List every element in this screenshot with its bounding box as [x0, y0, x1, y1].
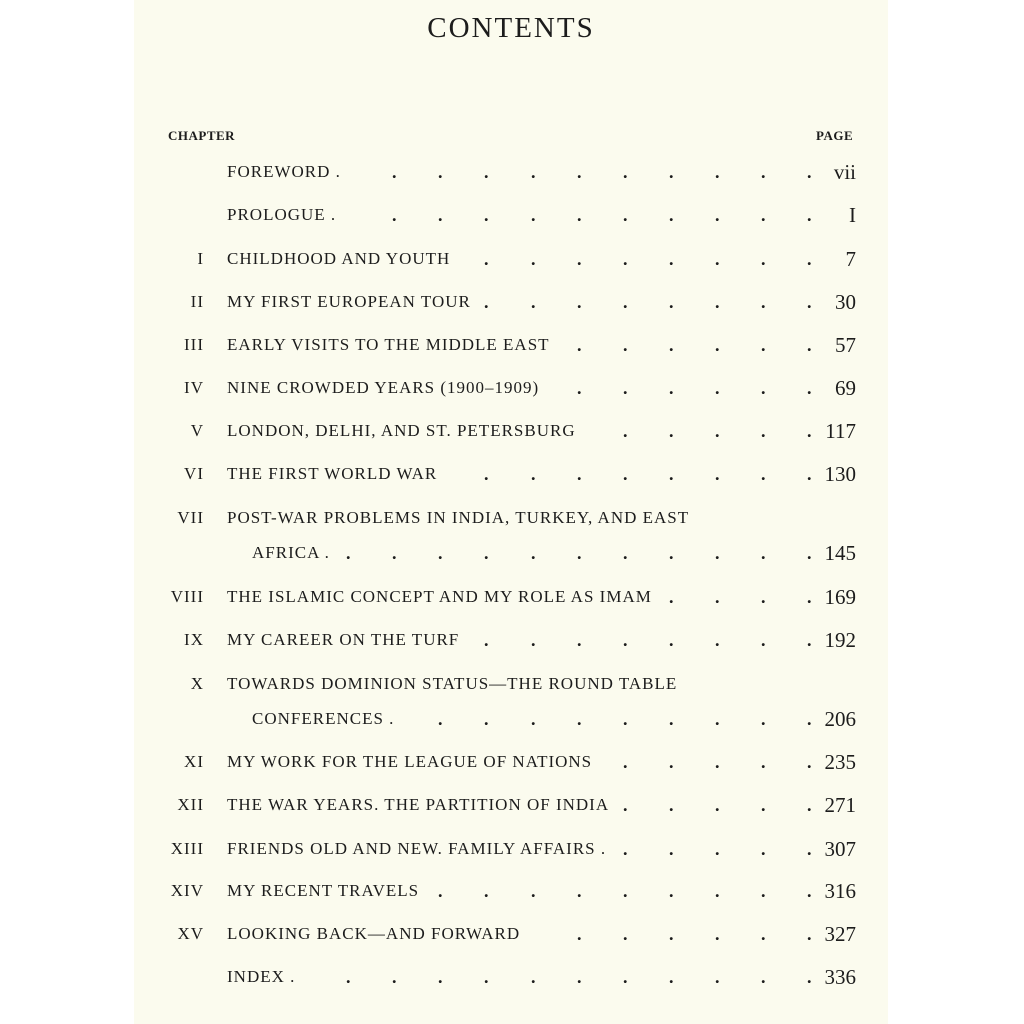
leader-dot: .	[715, 924, 720, 944]
chapter-number: II	[190, 292, 204, 311]
leader-dot: .	[669, 709, 674, 729]
chapter-number: I	[197, 249, 204, 268]
leader-dot: .	[761, 543, 766, 563]
leader-dot: .	[392, 967, 397, 987]
page-number: 69	[835, 376, 856, 400]
toc-entry	[134, 292, 888, 322]
leader-dot: .	[669, 292, 674, 312]
leader-dot: .	[623, 967, 628, 987]
leader-dot: .	[531, 292, 536, 312]
leader-dot: .	[715, 709, 720, 729]
page-number: 336	[824, 965, 856, 989]
chapter-title: NINE CROWDED YEARS (1900–1909)	[227, 378, 540, 397]
chapter-title: PROLOGUE .	[227, 205, 337, 224]
leader-dot: .	[669, 543, 674, 563]
leader-dot: .	[577, 249, 582, 269]
leader-dot: .	[669, 881, 674, 901]
leader-dot: .	[623, 292, 628, 312]
leader-dot: .	[761, 464, 766, 484]
leader-dot: .	[669, 421, 674, 441]
leader-dot: .	[669, 839, 674, 859]
chapter-title: CONFERENCES .	[252, 709, 395, 728]
chapter-title: INDEX .	[227, 967, 296, 986]
leader-dot: .	[669, 967, 674, 987]
toc-entry	[134, 508, 888, 538]
leader-dot: .	[577, 543, 582, 563]
leader-dot: .	[807, 630, 812, 650]
leader-dot: .	[669, 335, 674, 355]
leader-dot: .	[807, 292, 812, 312]
leader-dot: .	[577, 464, 582, 484]
page-title: CONTENTS	[427, 12, 595, 44]
chapter-title: THE WAR YEARS. THE PARTITION OF INDIA	[227, 795, 610, 814]
leader-dot: .	[715, 752, 720, 772]
page-number: 145	[824, 541, 856, 565]
toc-entry	[134, 162, 888, 192]
chapter-number: V	[190, 421, 204, 440]
chapter-number: X	[190, 674, 204, 693]
chapter-number: XIV	[170, 881, 204, 900]
leader-dot: .	[484, 967, 489, 987]
leader-dot: .	[438, 881, 443, 901]
leader-dot: .	[623, 421, 628, 441]
leader-dot: .	[623, 924, 628, 944]
leader-dot: .	[577, 335, 582, 355]
leader-dot: .	[623, 464, 628, 484]
leader-dot: .	[761, 839, 766, 859]
toc-entry	[134, 205, 888, 235]
page-number: 7	[845, 247, 856, 271]
leader-dot: .	[761, 881, 766, 901]
chapter-title: THE FIRST WORLD WAR	[227, 464, 438, 483]
leader-dot: .	[807, 795, 812, 815]
leader-dot: .	[531, 709, 536, 729]
leader-dot: .	[531, 205, 536, 225]
page-number: 235	[824, 750, 856, 774]
toc-entry	[134, 839, 888, 869]
leader-dot: .	[761, 335, 766, 355]
leader-dot: .	[761, 630, 766, 650]
leader-dot: .	[761, 924, 766, 944]
leader-dot: .	[807, 709, 812, 729]
page-number: 130	[824, 462, 856, 486]
chapter-number: IX	[184, 630, 204, 649]
leader-dot: .	[761, 795, 766, 815]
leader-dot: .	[623, 795, 628, 815]
chapter-title: LOOKING BACK—AND FORWARD	[227, 924, 521, 943]
leader-dot: .	[715, 587, 720, 607]
leader-dot: .	[761, 292, 766, 312]
leader-dot: .	[484, 543, 489, 563]
leader-dot: .	[484, 709, 489, 729]
page-number: 316	[824, 879, 856, 903]
leader-dot: .	[623, 709, 628, 729]
leader-dot: .	[715, 249, 720, 269]
leader-dot: .	[577, 967, 582, 987]
toc-entry	[134, 249, 888, 279]
leader-dot: .	[715, 205, 720, 225]
toc-entry	[134, 674, 888, 704]
toc-entry	[134, 543, 888, 573]
leader-dot: .	[577, 205, 582, 225]
toc-entry	[134, 587, 888, 617]
chapter-title: MY FIRST EUROPEAN TOUR	[227, 292, 471, 311]
leader-dot: .	[531, 967, 536, 987]
leader-dot: .	[715, 335, 720, 355]
leader-dot: .	[807, 249, 812, 269]
leader-dot: .	[807, 752, 812, 772]
leader-dot: .	[669, 752, 674, 772]
leader-dot: .	[484, 630, 489, 650]
leader-dot: .	[807, 205, 812, 225]
chapter-title: FOREWORD .	[227, 162, 341, 181]
chapter-number: XI	[184, 752, 204, 771]
chapter-title: MY WORK FOR THE LEAGUE OF NATIONS	[227, 752, 593, 771]
page-number: 192	[824, 628, 856, 652]
leader-dot: .	[392, 205, 397, 225]
chapter-title: MY CAREER ON THE TURF	[227, 630, 460, 649]
chapter-title: EARLY VISITS TO THE MIDDLE EAST	[227, 335, 550, 354]
leader-dot: .	[346, 967, 351, 987]
chapter-title: TOWARDS DOMINION STATUS—THE ROUND TABLE	[227, 674, 678, 693]
leader-dot: .	[623, 249, 628, 269]
leader-dot: .	[623, 205, 628, 225]
page-number: 169	[824, 585, 856, 609]
page-number: 30	[835, 290, 856, 314]
leader-dot: .	[577, 292, 582, 312]
leader-dot: .	[484, 205, 489, 225]
leader-dot: .	[669, 587, 674, 607]
chapter-title: FRIENDS OLD AND NEW. FAMILY AFFAIRS .	[227, 839, 607, 858]
leader-dot: .	[346, 543, 351, 563]
leader-dot: .	[761, 162, 766, 182]
leader-dot: .	[623, 630, 628, 650]
leader-dot: .	[438, 543, 443, 563]
leader-dot: .	[669, 205, 674, 225]
leader-dot: .	[623, 162, 628, 182]
leader-dot: .	[577, 378, 582, 398]
page-number: 57	[835, 333, 856, 357]
chapter-number: III	[184, 335, 204, 354]
leader-dot: .	[807, 587, 812, 607]
page-number: 327	[824, 922, 856, 946]
chapter-number: VI	[184, 464, 204, 483]
chapter-title: AFRICA .	[252, 543, 330, 562]
chapter-number: XV	[177, 924, 204, 943]
page-number: 271	[824, 793, 856, 817]
leader-dot: .	[531, 162, 536, 182]
leader-dot: .	[807, 881, 812, 901]
leader-dot: .	[438, 967, 443, 987]
leader-dot: .	[484, 292, 489, 312]
chapter-number: XII	[177, 795, 204, 814]
chapter-title: THE ISLAMIC CONCEPT AND MY ROLE AS IMAM	[227, 587, 652, 606]
leader-dot: .	[807, 335, 812, 355]
leader-dot: .	[669, 630, 674, 650]
leader-dot: .	[761, 752, 766, 772]
leader-dot: .	[623, 335, 628, 355]
leader-dot: .	[438, 709, 443, 729]
leader-dot: .	[623, 543, 628, 563]
chapter-number: VIII	[170, 587, 204, 606]
leader-dot: .	[669, 162, 674, 182]
toc-entry	[134, 464, 888, 494]
leader-dot: .	[577, 924, 582, 944]
chapter-title: CHILDHOOD AND YOUTH	[227, 249, 451, 268]
leader-dot: .	[761, 587, 766, 607]
leader-dot: .	[761, 205, 766, 225]
leader-dot: .	[669, 924, 674, 944]
toc-entry	[134, 421, 888, 451]
leader-dot: .	[669, 464, 674, 484]
leader-dot: .	[807, 464, 812, 484]
leader-dot: .	[715, 421, 720, 441]
leader-dot: .	[577, 709, 582, 729]
page-number: vii	[833, 160, 856, 184]
toc-entry	[134, 967, 888, 997]
leader-dot: .	[715, 881, 720, 901]
leader-dot: .	[715, 464, 720, 484]
leader-dot: .	[484, 162, 489, 182]
page-column-header: PAGE	[816, 128, 854, 143]
leader-dot: .	[669, 795, 674, 815]
leader-dot: .	[715, 795, 720, 815]
leader-dot: .	[761, 967, 766, 987]
page-number: I	[849, 203, 856, 227]
leader-dot: .	[577, 162, 582, 182]
chapter-title: POST-WAR PROBLEMS IN INDIA, TURKEY, AND EAST	[227, 508, 690, 527]
page-number: 206	[824, 707, 856, 731]
leader-dot: .	[715, 839, 720, 859]
leader-dot: .	[438, 162, 443, 182]
leader-dot: .	[577, 630, 582, 650]
leader-dot: .	[392, 543, 397, 563]
leader-dot: .	[577, 881, 582, 901]
leader-dot: .	[531, 464, 536, 484]
page-number: 307	[824, 837, 856, 861]
chapter-title: MY RECENT TRAVELS	[227, 881, 420, 900]
leader-dot: .	[669, 249, 674, 269]
chapter-number: XIII	[170, 839, 204, 858]
toc-entry	[134, 378, 888, 408]
leader-dot: .	[623, 378, 628, 398]
leader-dot: .	[392, 162, 397, 182]
toc-entry	[134, 335, 888, 365]
leader-dot: .	[531, 630, 536, 650]
toc-entry	[134, 752, 888, 782]
book-page	[134, 0, 888, 1024]
chapter-title: LONDON, DELHI, AND ST. PETERSBURG	[227, 421, 576, 440]
leader-dot: .	[484, 881, 489, 901]
leader-dot: .	[807, 421, 812, 441]
toc-entry	[134, 709, 888, 739]
page-number: 117	[825, 419, 856, 443]
leader-dot: .	[761, 709, 766, 729]
leader-dot: .	[484, 249, 489, 269]
toc-entry	[134, 881, 888, 911]
leader-dot: .	[807, 378, 812, 398]
leader-dot: .	[623, 839, 628, 859]
toc-entry	[134, 924, 888, 954]
leader-dot: .	[761, 249, 766, 269]
leader-dot: .	[807, 162, 812, 182]
leader-dot: .	[715, 543, 720, 563]
leader-dot: .	[807, 967, 812, 987]
leader-dot: .	[531, 249, 536, 269]
chapter-number: VII	[177, 508, 204, 527]
leader-dot: .	[669, 378, 674, 398]
leader-dot: .	[715, 292, 720, 312]
leader-dot: .	[761, 378, 766, 398]
leader-dot: .	[715, 967, 720, 987]
chapter-number: IV	[184, 378, 204, 397]
toc-entry	[134, 795, 888, 825]
chapter-column-header: CHAPTER	[168, 128, 236, 143]
leader-dot: .	[807, 543, 812, 563]
leader-dot: .	[484, 464, 489, 484]
leader-dot: .	[807, 839, 812, 859]
leader-dot: .	[438, 205, 443, 225]
leader-dot: .	[623, 752, 628, 772]
leader-dot: .	[531, 881, 536, 901]
leader-dot: .	[531, 543, 536, 563]
leader-dot: .	[623, 881, 628, 901]
leader-dot: .	[715, 162, 720, 182]
toc-entry	[134, 630, 888, 660]
leader-dot: .	[761, 421, 766, 441]
leader-dot: .	[715, 378, 720, 398]
leader-dot: .	[715, 630, 720, 650]
leader-dot: .	[807, 924, 812, 944]
